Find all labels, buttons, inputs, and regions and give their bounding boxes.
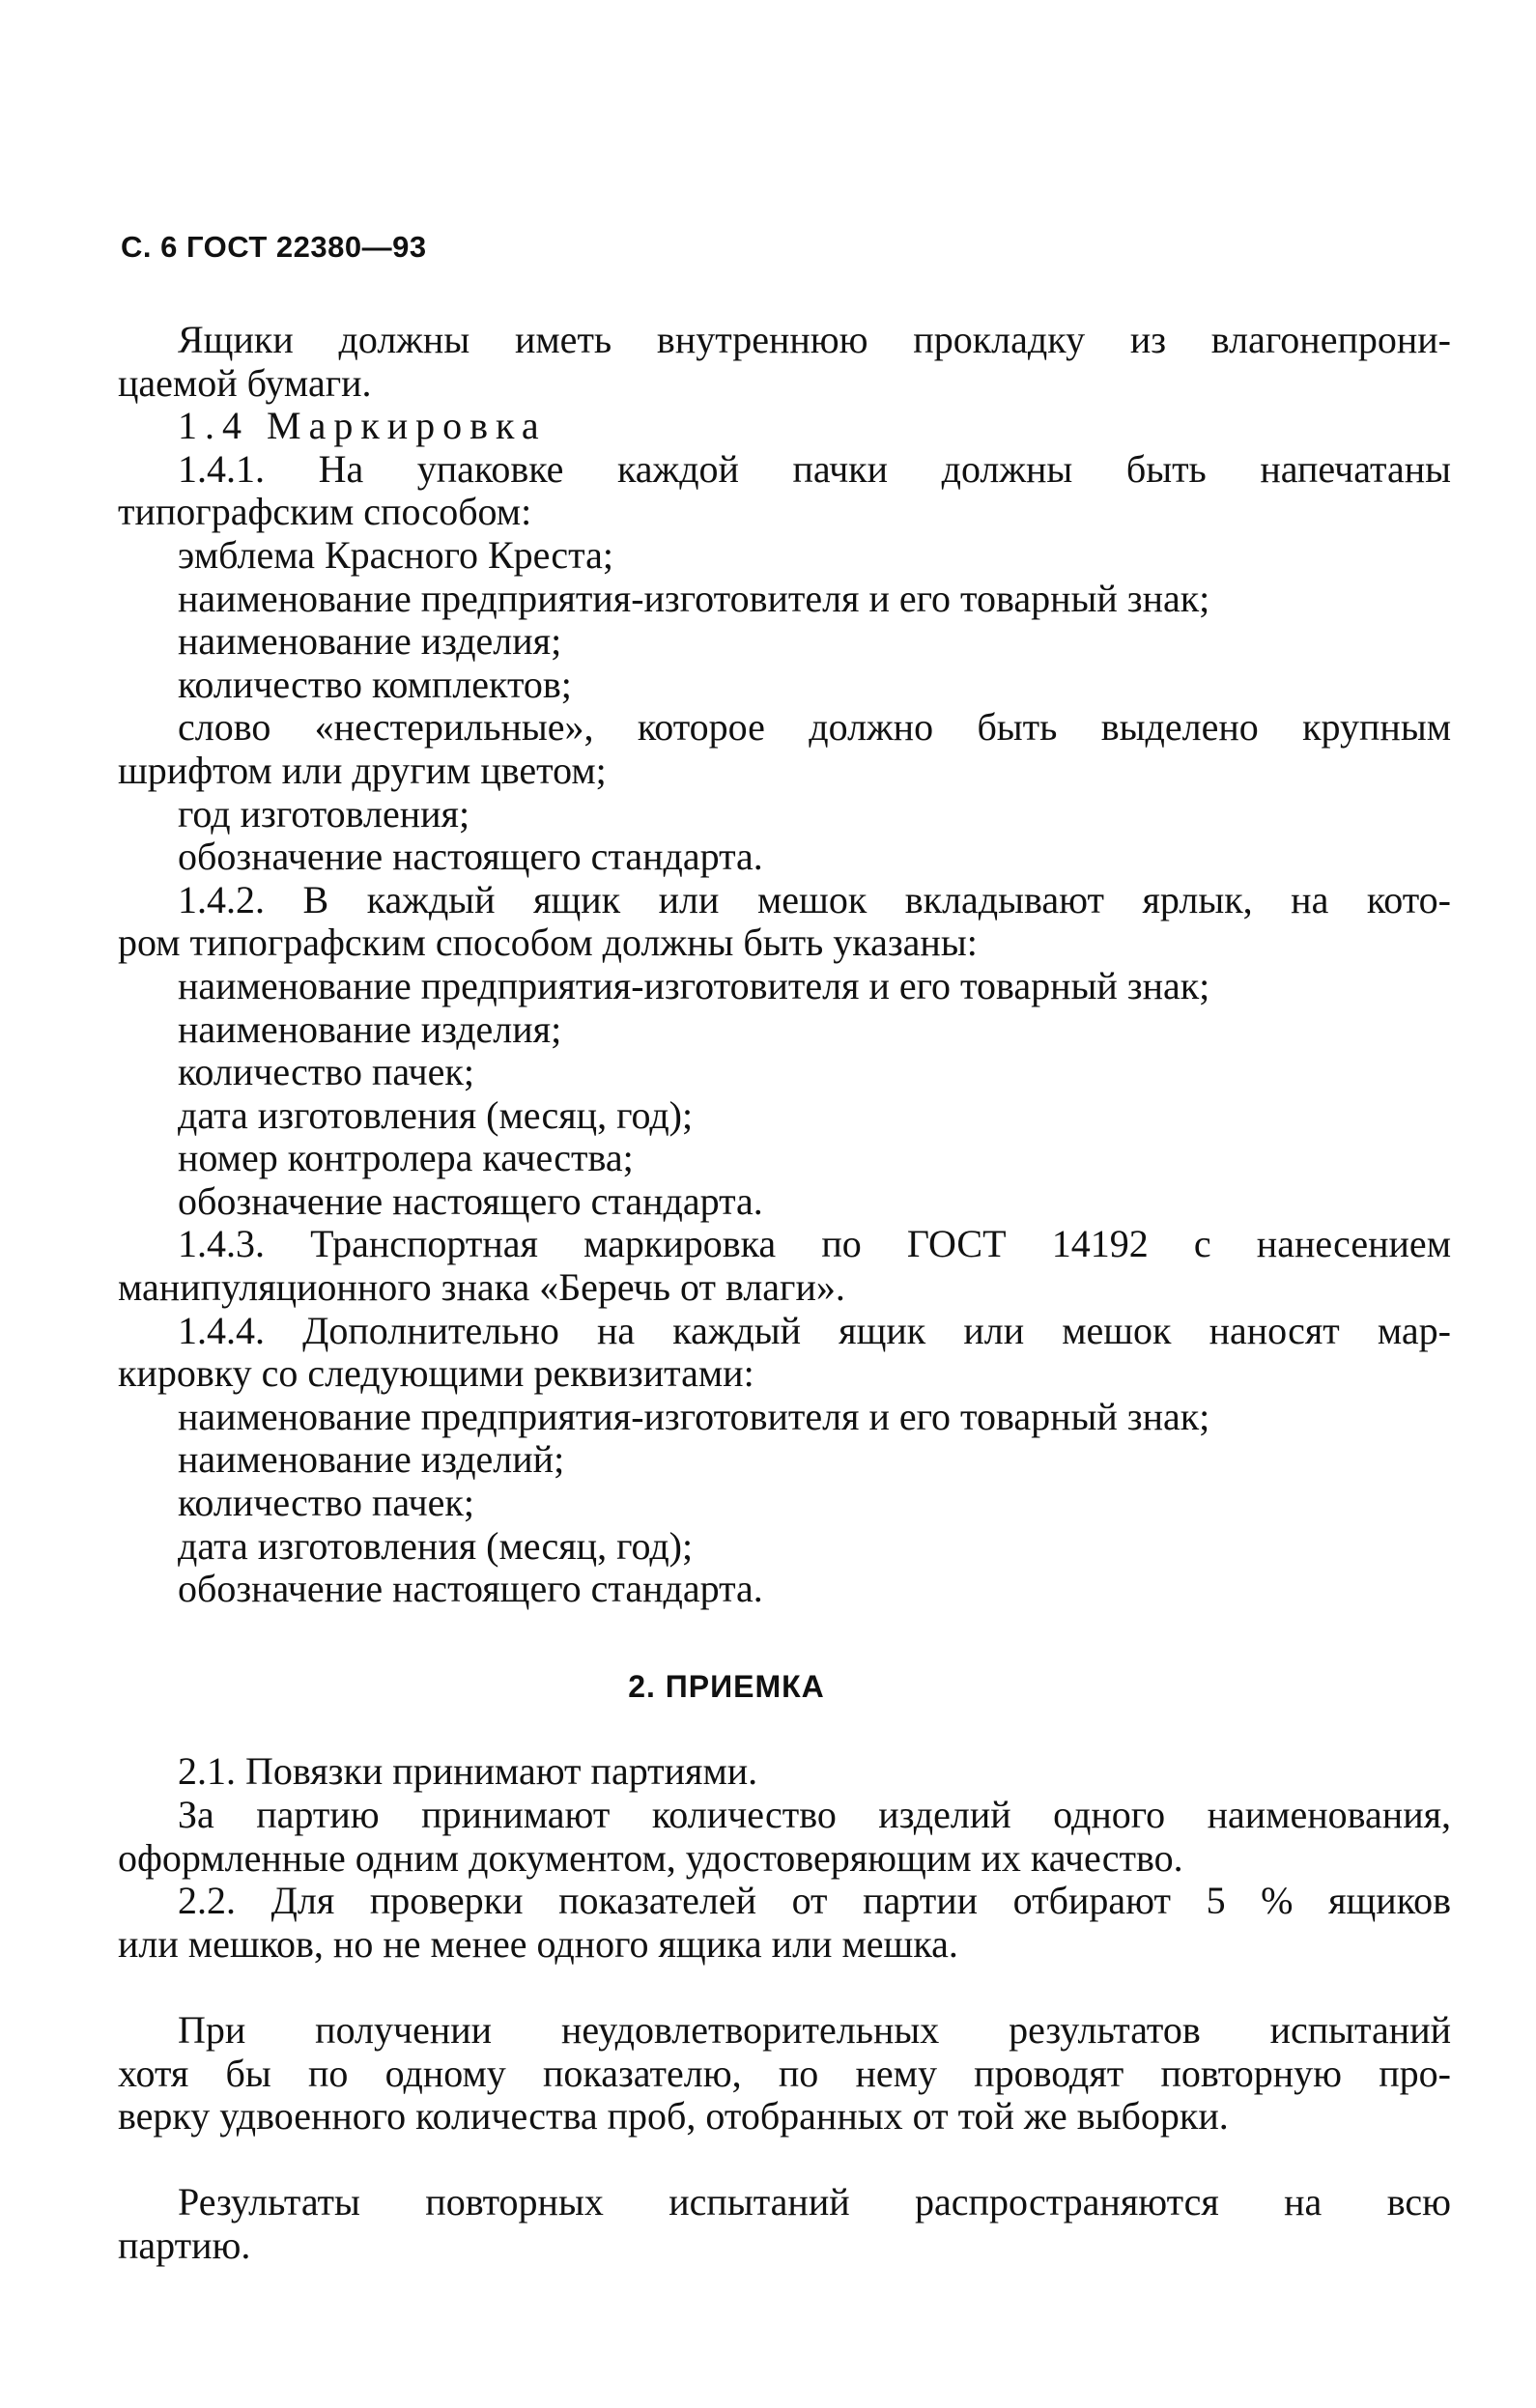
document-body (118, 319, 1451, 2268)
list-item: шрифтом или другим цветом; (118, 748, 607, 792)
spacer (118, 2139, 1451, 2182)
running-head: С. 6 ГОСТ 22380—93 (121, 230, 427, 264)
text-line: 2.2. Для проверки показателей от партии отбирают 5 % ящиков (178, 1879, 1451, 1923)
list-item: наименование изделий; (178, 1437, 565, 1482)
text-line: верку удвоенного количества проб, отобранных от той же выборки. (118, 2094, 1229, 2139)
list-item: номер контролера качества; (178, 1136, 634, 1180)
list-item: наименование изделия; (178, 1006, 562, 1051)
text-line: 1.4.4. Дополнительно на каждый ящик или мешок наносят мар- (178, 1308, 1451, 1352)
text-line: оформленные одним документом, удостоверяющим их качество. (118, 1835, 1183, 1880)
spacer (118, 1708, 1451, 1750)
text-line: За партию принимают количество изделий одного наименования, (178, 1793, 1451, 1836)
list-item: наименование изделия; (178, 619, 562, 664)
list-item: слово «нестерильные», которое должно быть выделено крупным (178, 705, 1451, 750)
list-item: наименование предприятия-изготовителя и его товарный знак; (178, 1394, 1210, 1438)
list-item: обозначение настоящего стандарта. (178, 1178, 763, 1223)
text-line: или мешков, но не менее одного ящика или мешка. (118, 1921, 958, 1966)
list-item: эмблема Красного Креста; (178, 532, 614, 577)
list-item: год изготовления; (178, 791, 470, 836)
text-line: 1.4.3. Транспортная маркировка по ГОСТ 14192 с нанесением (178, 1222, 1451, 1266)
text-line: партию. (118, 2223, 251, 2267)
list-item: дата изготовления (месяц, год); (178, 1092, 694, 1137)
text-line: Ящики должны иметь внутреннюю прокладку из влагонепрони- (178, 318, 1451, 361)
spacer (118, 1611, 1451, 1665)
section-heading: 2. ПРИЕМКА (628, 1668, 825, 1704)
spacer (118, 1966, 1451, 2009)
list-item: наименование предприятия-изготовителя и его товарный знак; (178, 576, 1210, 620)
list-item: количество пачек; (178, 1050, 474, 1094)
text-line: Результаты повторных испытаний распространяются на всю (178, 2180, 1451, 2224)
text-line: ром типографским способом должны быть указаны: (118, 921, 978, 965)
list-item: количество пачек; (178, 1481, 474, 1525)
subsection-heading: 1.4 Маркировка (178, 404, 547, 448)
text-line: 1.4.2. В каждый ящик или мешок вкладывают ярлык, на кото- (178, 877, 1451, 921)
list-item: количество комплектов; (178, 662, 572, 706)
text-line: цаемой бумаги. (118, 360, 372, 405)
text-line: хотя бы по одному показателю, по нему проводят повторную про- (118, 2051, 1451, 2095)
list-item: обозначение настоящего стандарта. (178, 835, 763, 879)
text-line: манипуляционного знака «Беречь от влаги». (118, 1265, 845, 1310)
list-item: наименование предприятия-изготовителя и его товарный знак; (178, 963, 1210, 1007)
list-item: обозначение настоящего стандарта. (178, 1567, 763, 1611)
text-line: При получении неудовлетворительных результатов испытаний (178, 2007, 1451, 2052)
text-line: 1.4.1. На упаковке каждой пачки должны быть напечатаны (178, 446, 1451, 491)
text-line: кировку со следующими реквизитами: (118, 1351, 754, 1396)
text-line: типографским способом: (118, 490, 532, 534)
text-line: 2.1. Повязки принимают партиями. (178, 1749, 758, 1794)
list-item: дата изготовления (месяц, год); (178, 1523, 694, 1568)
